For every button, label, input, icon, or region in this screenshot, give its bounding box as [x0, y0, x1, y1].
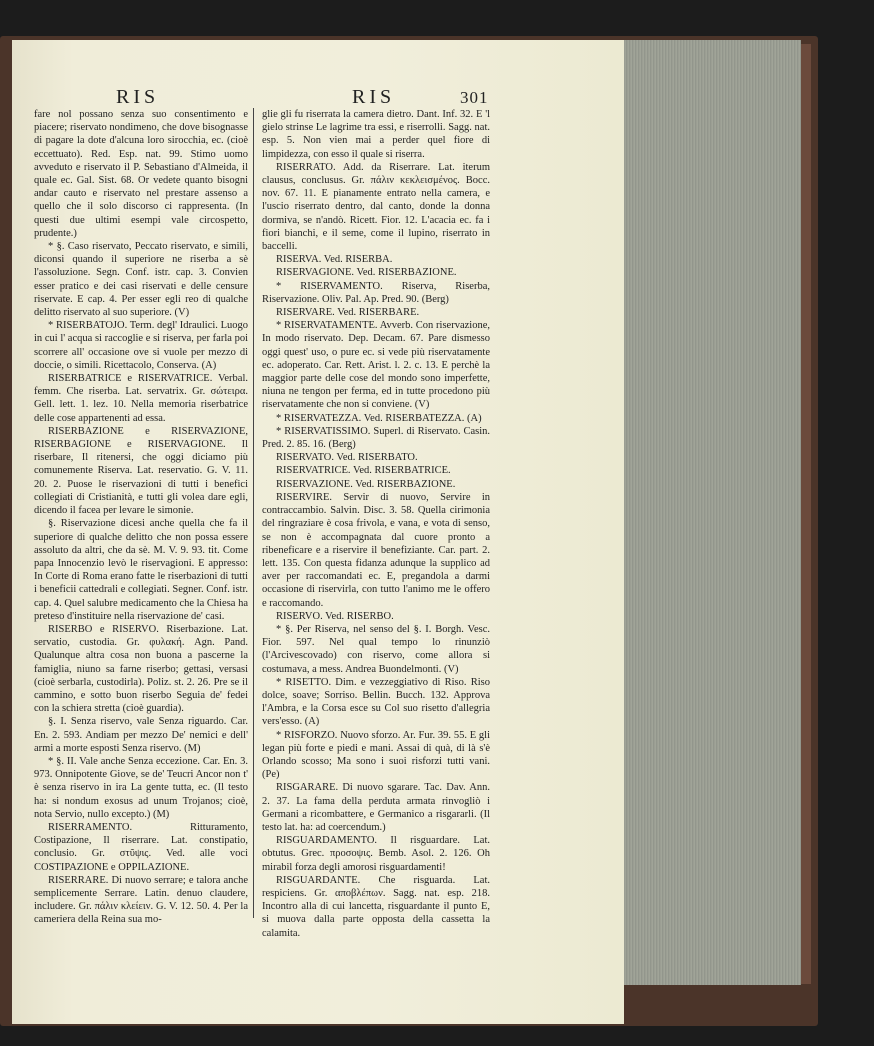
dictionary-entry: RISERBAZIONE e RISERVAZIONE, RISERBAGIONE e RISERVAGIONE. Il riserbare, Il ritenersi, che oggi diciamo più comunemente Riserva. Lat. reservatio. G. V. 11. 20. 2. Puose le riservazioni di tutti i benefici collegiati di Cristianità, e tutti gli volea dare egli, dicendo il facea per levare le simonie.: [34, 425, 248, 517]
dictionary-entry: RISERBATRICE e RISERVATRICE. Verbal. femm. Che riserba. Lat. servatrix. Gr. σώτειρα. Gell. lett. 1. lez. 10. Nella memoria riserbatrice delle cose appartenenti ad essa.: [34, 373, 248, 424]
dictionary-entry: RISERVIRE. Servir di nuovo, Servire in contraccambio. Salvin. Disc. 3. 58. Quella cirimonia del ringraziare è cosa frivola, e vana, e vota di senso, se non è accompagnata dal cuore pronto a ribeneficare e a riservire il benefiziante. Car. part. 2. lett. 135. Con questa fidanza adunque la supplico ad aver per raccomandati ec. E, pregandola a darmi occasione di riservirla, con tutto l'animo me le offero e raccomando.: [262, 491, 490, 609]
dictionary-entry: RISGUARDANTE. Che risguarda. Lat. respiciens. Gr. αποβλέπων. Sagg. nat. esp. 218. Incontro alla di cui lancetta, risguardante il punto E, si muova dalla parte opposta della cassetta la calamita.: [262, 874, 490, 939]
dictionary-entry: RISERVAZIONE. Ved. RISERBAZIONE.: [276, 478, 456, 490]
dictionary-entry: glie gli fu riserrata la camera dietro. Dant. Inf. 32. E 'l gielo strinse Le lagrime tra essi, e riserrolli. Sagg. nat. esp. 5. Non vien mai a perder quel fiore di limpidezza, con esso il quale si riserra.: [262, 109, 490, 160]
dictionary-entry: * RISFORZO. Nuovo sforzo. Ar. Fur. 39. 55. E gli legan più forte e piedi e mani. Assai di quà, di là s'è Orlando scosso; Ma sono i suoi risforzi tutti vani. (Pe): [262, 729, 490, 781]
left-column: [34, 108, 248, 927]
dictionary-entry: RISERVATRICE. Ved. RISERBATRICE.: [276, 465, 451, 477]
dictionary-entry: RISERRATO. Add. da Riserrare. Lat. iterum clausus, conclusus. Gr. πάλιν κεκλεισμένος. Bocc. nov. 67. 11. E pianamente entrato nella camera, e l'uscio riserrato dentro, dal canto, donde la donna dormiva, se n'andò. Ricett. Fior. 12. L'acacia ec. fa i fiori bianchi, e il seme, come il lupino, riserrato in baccelli.: [262, 161, 490, 253]
dictionary-entry: * RISERBATOJO. Term. degl' Idraulici. Luogo in cui l' acqua si raccoglie e si riserva, per farla poi scorrere all' occasione ove si vuole per mezzo di doccie, o simili. Ricettacolo, Conserva. (A): [34, 320, 248, 371]
dictionary-entry: §. I. Senza riservo, vale Senza riguardo. Car. En. 2. 593. Andiam per mezzo De' nemici e dell' armi a morte esposti Senza riservo. (M): [34, 716, 248, 754]
dictionary-entry: * §. Caso riservato, Peccato riservato, e simili, diconsi quando il superiore ne riserba a sè l'assoluzione. Segn. Conf. istr. cap. 3. Convien esser pratico e dei casi riservati e delle censure riservate. E cap. 4. Per esser egli reo di qualche delitto riservato al suo superiore. (V): [34, 241, 248, 319]
dictionary-entry: RISERRARE. Di nuovo serrare; e talora anche semplicemente Serrare. Latin. denuo claudere, includere. Gr. πάλιν κλείειν. G. V. 12. 50. 4. Per la cameriera della Reina sua mo-: [34, 874, 248, 926]
dictionary-entry: fare nol possano senza suo consentimento e piacere; riservato nondimeno, che dove bisognasse di pagare la dote d'alcuna loro sirocchia, ec. (cioè eccettuato). Red. Esp. nat. 99. Stimo uomo avveduto e riservato il P. Sebastiano d'Almeida, il quale ec. Gal. Sist. 68. Or vedete quanto bisogni andar cauto e riservato nel prestare assenso a quello che il solo discorso ci rappresenta. (In questi due ultimi esempi vale circospetto, prudente.): [34, 109, 248, 239]
dictionary-entry: RISERVAGIONE. Ved. RISERBAZIONE.: [276, 267, 457, 279]
dictionary-entry: * RISERVATISSIMO. Superl. di Riservato. Casin. Pred. 2. 85. 16. (Berg): [262, 425, 490, 451]
dictionary-entry: * RISETTO. Dim. e vezzeggiativo di Riso. Riso dolce, soave; Sorriso. Bellin. Bucch. 132. Approva l'Ambra, e la Corsa esce su Col suo risetto d'allegria vers'esso. (A): [262, 676, 490, 728]
dictionary-entry: RISERVO. Ved. RISERBO.: [276, 610, 394, 622]
column-rule: [253, 108, 254, 918]
dictionary-entry: RISERVA. Ved. RISERBA.: [276, 254, 393, 266]
page-number: 301: [460, 88, 489, 107]
dictionary-entry: RISGARARE. Di nuovo sgarare. Tac. Dav. Ann. 2. 37. La fama della perduta armata rinvogliò i Germani a ricombattere, e Germanico a risgararli. (Il testo lat. ha: ad coercendum.): [262, 782, 490, 833]
running-head-left: RIS: [116, 86, 160, 108]
dictionary-entry: * §. II. Vale anche Senza eccezione. Car. En. 3. 973. Onnipotente Giove, se de' Teucri Ancor non t' è senza riservo in ira La gente tutta, ec. (Il testo ha: si nondum exosus ad unum Trojanos; cioè, nota Servio, nullo excepto.) (M): [34, 755, 248, 820]
dictionary-entry: * RISERVAMENTO. Riserva, Riserba, Riservazione. Oliv. Pal. Ap. Pred. 90. (Berg): [262, 280, 490, 305]
dictionary-entry: * RISERVATEZZA. Ved. RISERBATEZZA. (A): [276, 412, 482, 424]
dictionary-entry: RISGUARDAMENTO. Il risguardare. Lat. obtutus. Grec. προσοψις. Bemb. Asol. 2. 126. Oh mirabil forza degli amorosi risguardamenti!: [262, 835, 490, 873]
dictionary-entry: RISERRAMENTO. Ritturamento, Costipazione, Il riserrare. Lat. constipatio, conclusio. Gr. στῦψις. Ved. alle voci COSTIPAZIONE e OPPILAZIONE.: [34, 821, 248, 873]
dictionary-entry: * §. Per Riserva, nel senso del §. I. Borgh. Vesc. Fior. 597. Nel qual tempo lo rinunziò (l'Arcivescovado) con riservo, come allora si costumava, a mess. Andrea Buondelmonti. (V): [262, 623, 490, 675]
dictionary-entry: * RISERVATAMENTE. Avverb. Con riservazione, In modo riservato. Dep. Decam. 67. Pare dismesso oggi quest' uso, o pure ec. si vede più riservatamente ec. adoperato. Car. Rett. Arist. l. 2. c. 13. E perchè la maggior parte delle cose del mondo sono imperfette, niuna ne tengon per ferma, ed in tutte procedono più riservatamente che non si conviene. (V): [262, 320, 490, 411]
right-column: [262, 108, 490, 940]
dictionary-entry: RISERBO e RISERVO. Riserbazione. Lat. servatio, custodia. Gr. φυλακή. Agn. Pand. Qualunque altra cosa non buona a pascerne la famiglia, niuno sa farne riserbo; gettasi, versasi (cioè serbarla, custodirla). Poliz. st. 2. 26. Pre se il cammino, e sotto buon riserbo Seguia de' fedei con la schiera stretta (cioè guardia).: [34, 623, 248, 715]
dictionary-entry: RISERVARE. Ved. RISERBARE.: [276, 307, 420, 319]
running-head-right: RIS: [352, 86, 396, 108]
page-edges: [623, 40, 801, 985]
dictionary-entry: RISERVATO. Ved. RISERBATO.: [276, 452, 418, 464]
dictionary-entry: §. Riservazione dicesi anche quella che fa il superiore di qualche delitto che non possa essere assoluto da altri, che da sè. M. V. 9. 93. tit. Come papa Innocenzio levò le riservagioni. E appresso: In Corte di Roma erano fatte le riserbazioni di tutti i beneficii cattedrali e collegiati. Segner. Conf. istr. cap. 4. Quel salubre medicamento che la Chiesa ha preteso d'instituire nella riservazione de' casi.: [34, 518, 248, 622]
